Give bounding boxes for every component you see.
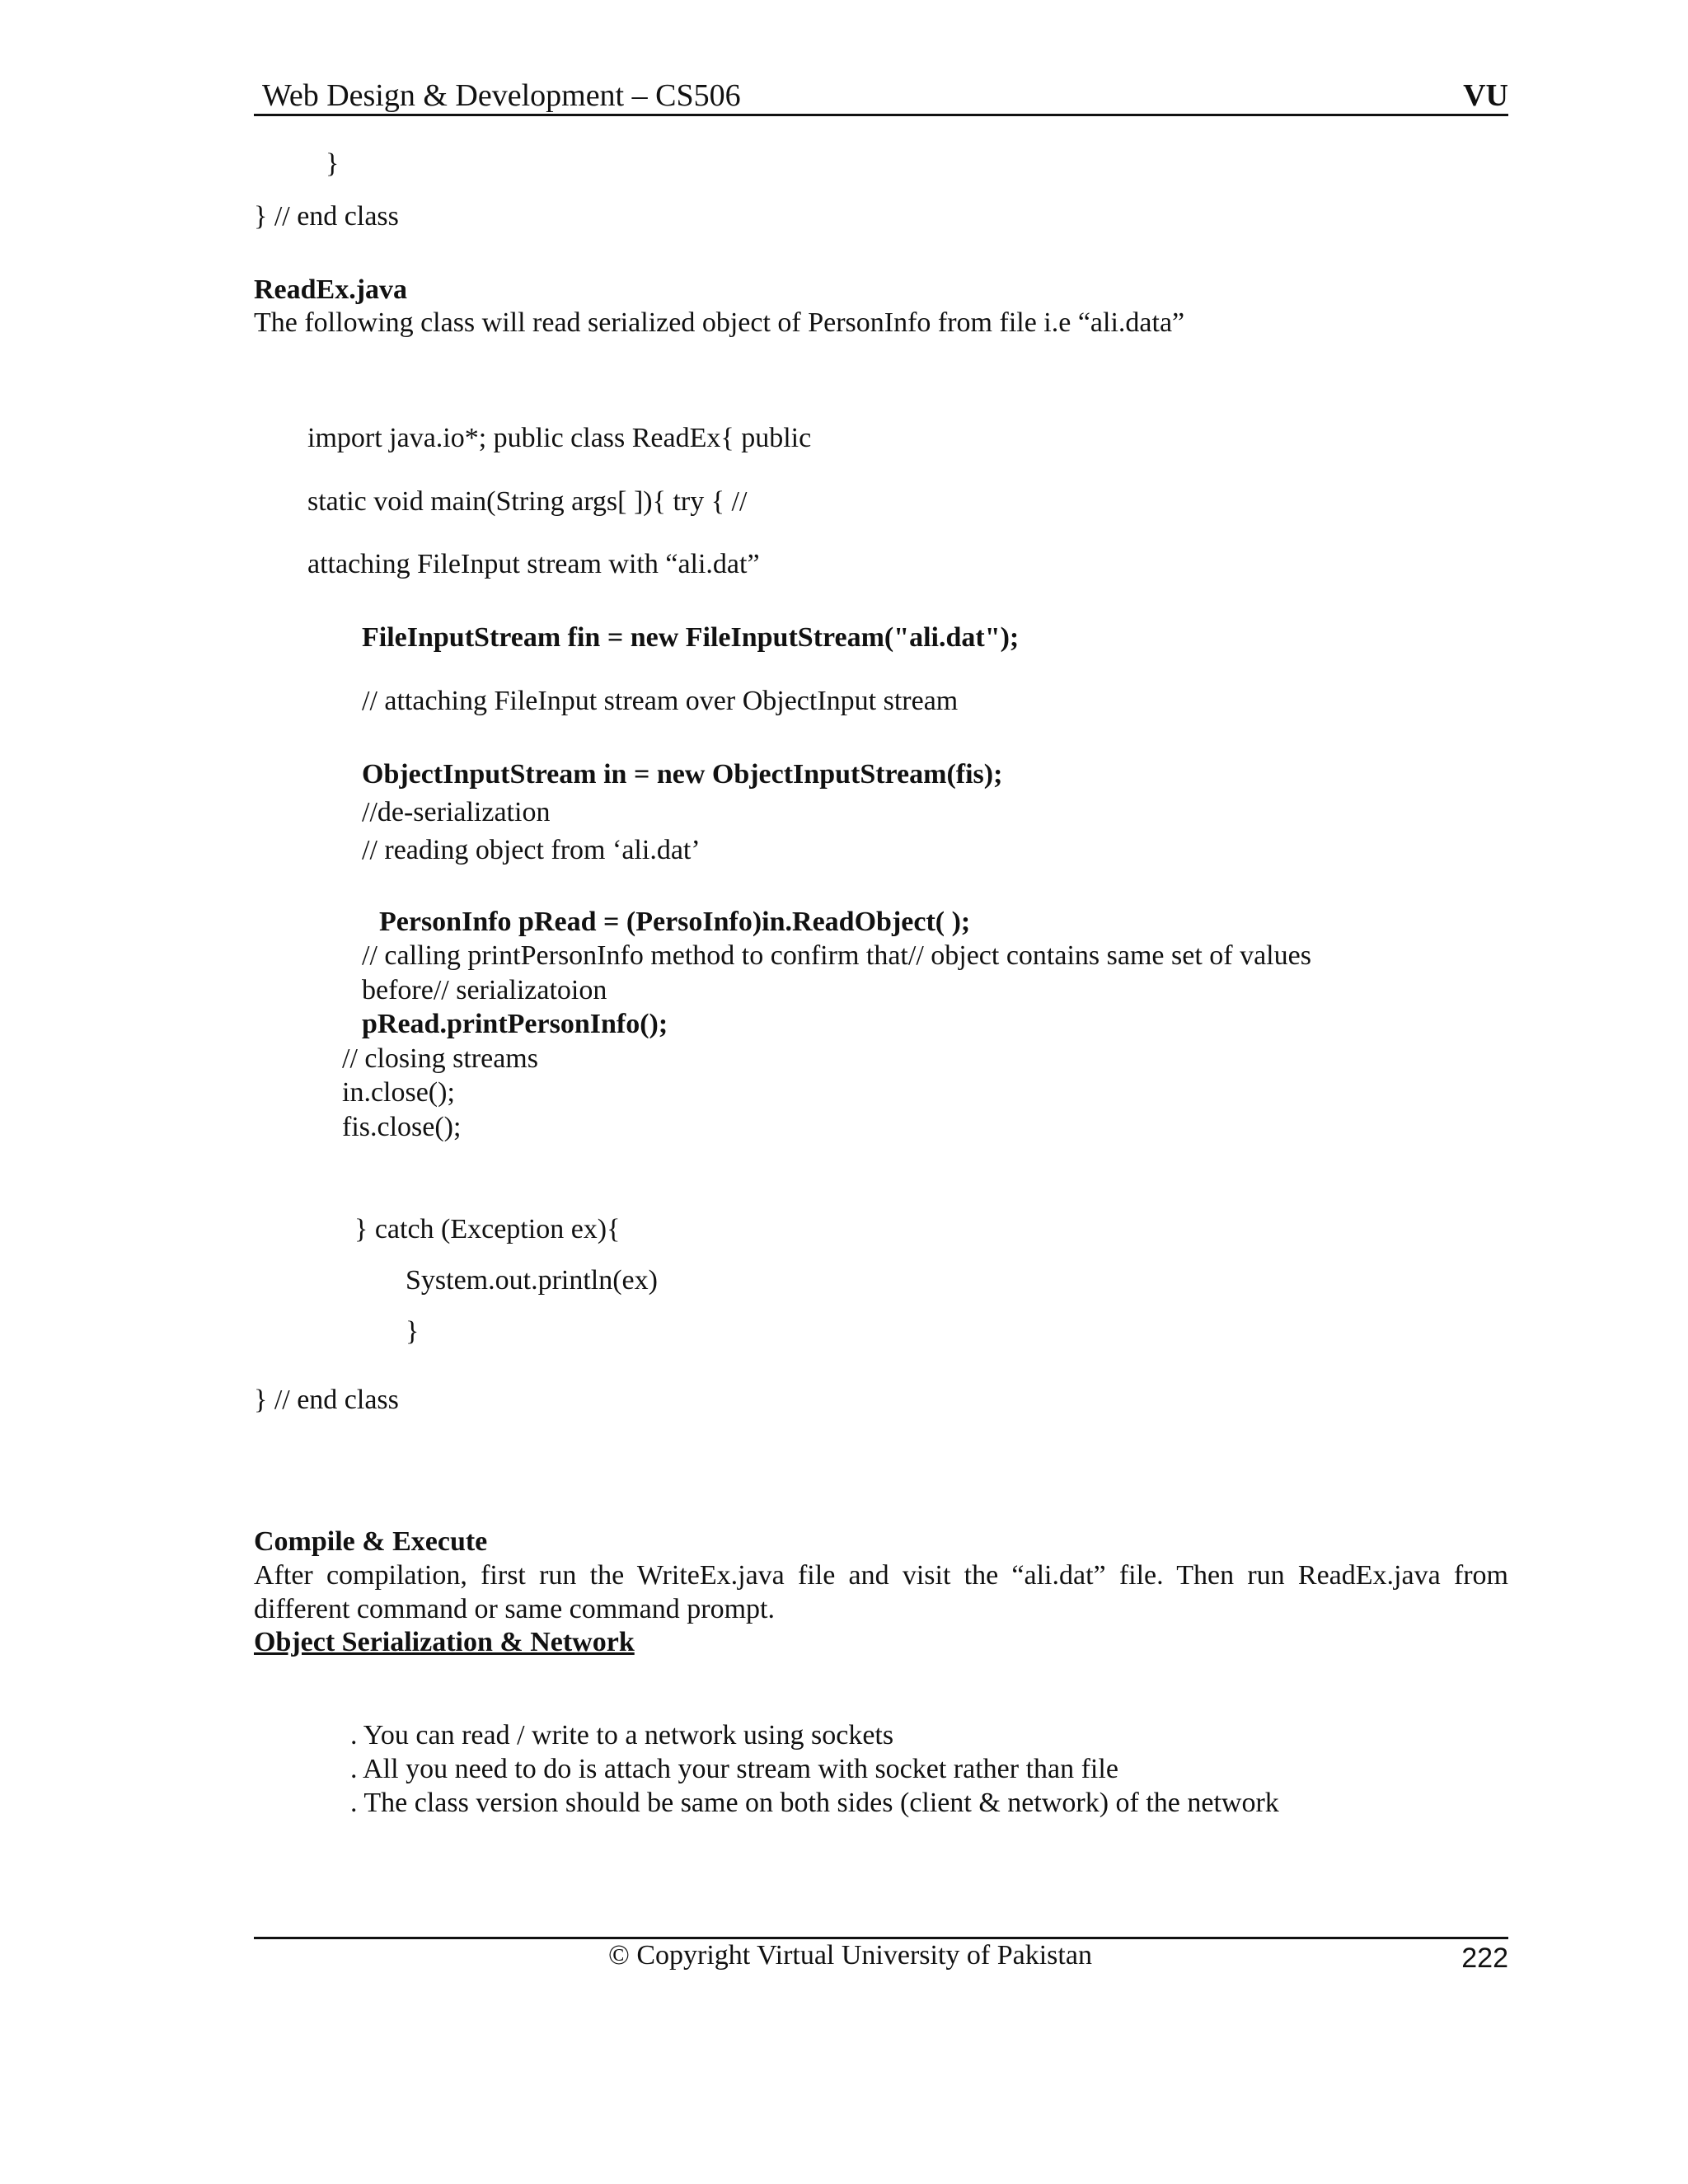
- header-divider: [254, 114, 1508, 116]
- code-line: FileInputStream fin = new FileInputStream("ali.dat");: [362, 622, 1020, 653]
- list-item: . All you need to do is attach your stream with socket rather than file: [350, 1754, 1118, 1784]
- readex-intro: The following class will read serialized object of PersonInfo from file i.e “ali.data”: [254, 307, 1185, 338]
- code-line: PersonInfo pRead = (PersoInfo)in.ReadObject( );: [379, 907, 971, 937]
- code-end-class: } // end class: [254, 1385, 399, 1415]
- code-line: attaching FileInput stream with “ali.dat”: [307, 549, 760, 579]
- header-title: Web Design & Development – CS506: [262, 78, 741, 113]
- code-comment: before// serializatoion: [362, 975, 607, 1005]
- list-item: . You can read / write to a network using sockets: [350, 1720, 894, 1750]
- section-heading-compile: Compile & Execute: [254, 1526, 488, 1557]
- code-line: static void main(String args[ ]){ try { //: [307, 486, 748, 517]
- footer-copyright: © Copyright Virtual University of Pakistan: [608, 1940, 1092, 1971]
- code-line: import java.io*; public class ReadEx{ public: [307, 423, 812, 453]
- code-line: System.out.println(ex): [406, 1265, 658, 1296]
- code-comment: // reading object from ‘ali.dat’: [362, 835, 701, 865]
- code-line: ObjectInputStream in = new ObjectInputStream(fis);: [362, 759, 1003, 790]
- compile-paragraph: After compilation, first run the WriteEx.java file and visit the “ali.dat” file. Then run ReadEx.java from different command or same command prompt.: [254, 1560, 1508, 1624]
- code-comment: //de-serialization: [362, 797, 551, 827]
- code-comment: // closing streams: [342, 1043, 538, 1074]
- code-comment: // calling printPersonInfo method to confirm that// object contains same set of values: [362, 940, 1311, 971]
- footer-divider: [254, 1937, 1508, 1939]
- code-closing-brace: }: [326, 148, 340, 179]
- code-line: fis.close();: [342, 1112, 462, 1142]
- code-line: pRead.printPersonInfo();: [362, 1009, 668, 1039]
- code-end-class: } // end class: [254, 201, 399, 232]
- header-badge: VU: [1463, 78, 1508, 113]
- code-comment: // attaching FileInput stream over ObjectInput stream: [362, 686, 959, 716]
- section-heading-readex: ReadEx.java: [254, 274, 408, 305]
- section-heading-network: Object Serialization & Network: [254, 1627, 635, 1657]
- list-item: . The class version should be same on both sides (client & network) of the network: [350, 1788, 1279, 1818]
- code-line: }: [406, 1316, 420, 1347]
- code-line: } catch (Exception ex){: [354, 1214, 621, 1244]
- page-number: 222: [1461, 1943, 1508, 1974]
- code-line: in.close();: [342, 1077, 455, 1108]
